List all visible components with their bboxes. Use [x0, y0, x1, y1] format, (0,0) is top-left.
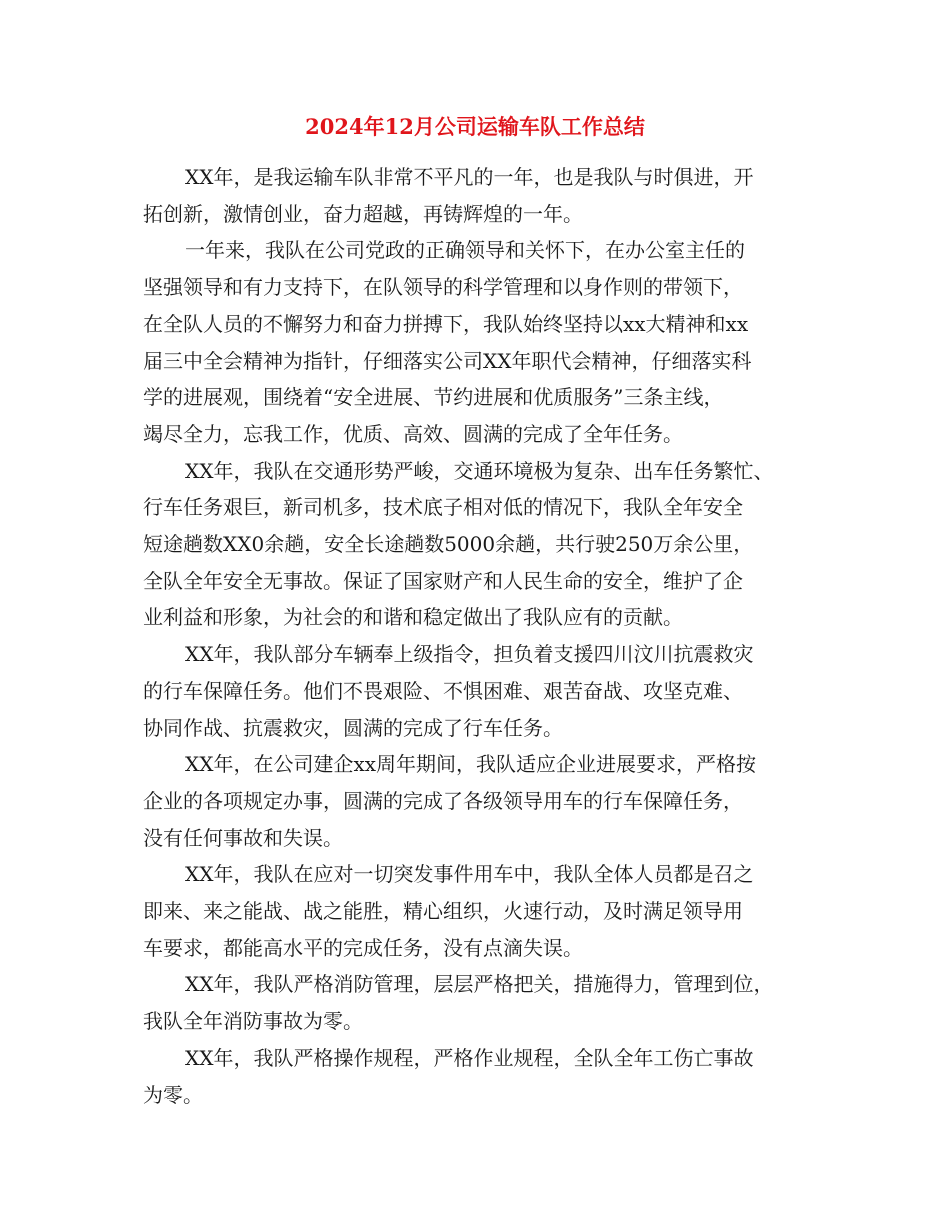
document-body: [143, 159, 815, 1113]
paragraph-line: XX年，在公司建企xx周年期间，我队适应企业进展要求，严格按: [185, 752, 757, 777]
paragraph-line: XX年，是我运输车队非常不平凡的一年，也是我队与时俱进，开: [185, 165, 754, 189]
document-title: 2024年12月公司运输车队工作总结: [305, 114, 645, 139]
paragraph-line: 为零。: [143, 1082, 203, 1107]
paragraph-1: [143, 159, 815, 232]
paragraph-line: 一年来，我队在公司党政的正确领导和关怀下，在办公室主任的: [185, 238, 745, 263]
paragraph-line: XX年，我队在交通形势严峻，交通环境极为复杂、出车任务繁忙、: [185, 458, 774, 483]
paragraph-line: 拓创新，激情创业，奋力超越，再铸辉煌的一年。: [143, 201, 583, 226]
paragraph-2: [143, 232, 815, 452]
paragraph-line: XX年，我队严格消防管理，层层严格把关，措施得力，管理到位，: [185, 972, 774, 997]
paragraph-8: [143, 1040, 815, 1113]
paragraph-line: 没有任何事故和失误。: [143, 825, 343, 850]
paragraph-line: XX年，我队在应对一切突发事件用车中，我队全体人员都是召之: [185, 862, 754, 887]
paragraph-line: 即来、来之能战、战之能胜，精心组织，火速行动，及时满足领导用: [143, 899, 743, 924]
paragraph-5: [143, 746, 815, 856]
paragraph-line: 在全队人员的不懈努力和奋力拼搏下，我队始终坚持以xx大精神和xx: [143, 311, 749, 336]
paragraph-6: [143, 856, 815, 966]
paragraph-line: 车要求，都能高水平的完成任务，没有点滴失误。: [143, 935, 583, 960]
paragraph-line: 行车任务艰巨，新司机多，技术底子相对低的情况下，我队全年安全: [143, 495, 743, 520]
paragraph-3: [143, 453, 815, 637]
paragraph-line: XX年，我队部分车辆奉上级指令，担负着支援四川汶川抗震救灾: [185, 642, 754, 667]
paragraph-4: [143, 636, 815, 746]
paragraph-7: [143, 966, 815, 1039]
paragraph-line: 竭尽全力，忘我工作，优质、高效、圆满的完成了全年任务。: [143, 421, 683, 446]
paragraph-line: 企业的各项规定办事，圆满的完成了各级领导用车的行车保障任务，: [143, 788, 743, 813]
paragraph-line: 坚强领导和有力支持下，在队领导的科学管理和以身作则的带领下，: [143, 275, 743, 300]
paragraph-line: 协同作战、抗震救灾，圆满的完成了行车任务。: [143, 715, 563, 740]
paragraph-line: 全队全年安全无事故。保证了国家财产和人民生命的安全，维护了企: [143, 568, 743, 593]
paragraph-line: 业利益和形象，为社会的和谐和稳定做出了我队应有的贡献。: [143, 605, 683, 630]
paragraph-line: 届三中全会精神为指针，仔细落实公司XX年职代会精神，仔细落实科: [143, 348, 752, 373]
paragraph-line: 学的进展观，围绕着“安全进展、节约进展和优质服务”三条主线，: [143, 385, 724, 410]
paragraph-line: 短途趟数XX0余趟，安全长途趟数5000余趟，共行驶250万余公里，: [143, 532, 754, 557]
paragraph-line: 我队全年消防事故为零。: [143, 1009, 363, 1034]
paragraph-line: 的行车保障任务。他们不畏艰险、不惧困难、艰苦奋战、攻坚克难、: [143, 678, 743, 703]
paragraph-line: XX年，我队严格操作规程，严格作业规程，全队全年工伤亡事故: [185, 1045, 754, 1070]
